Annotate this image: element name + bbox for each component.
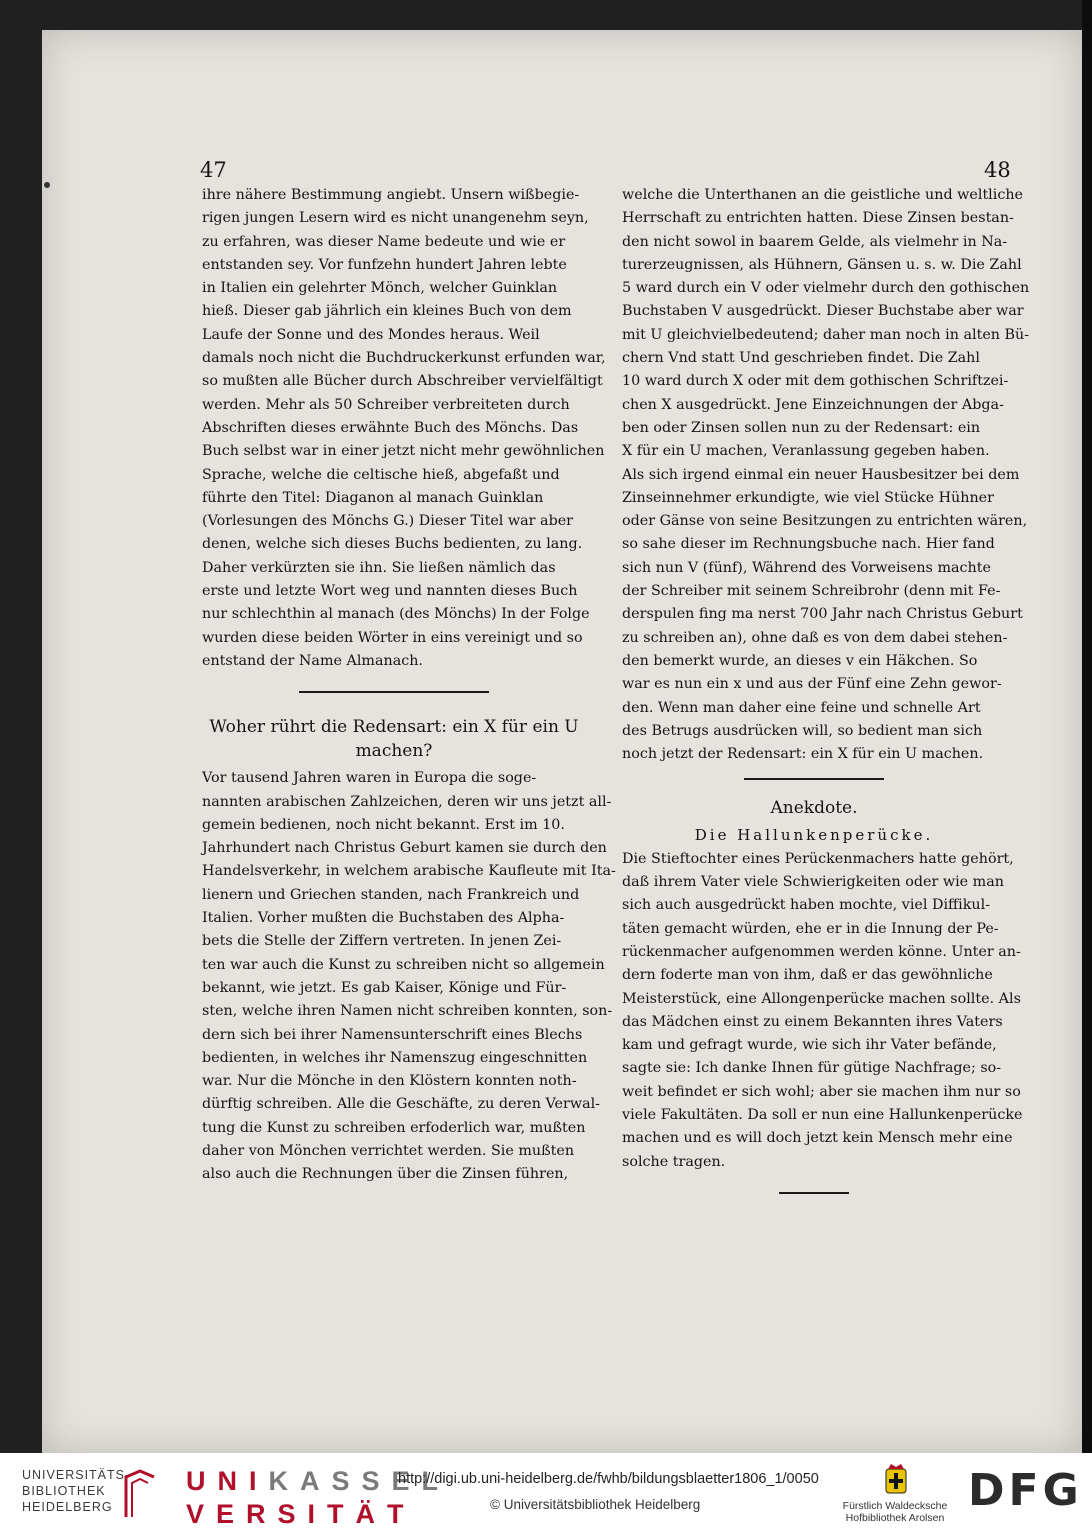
text-line: sich auch ausgedrückt haben mochte, viel Diffikul-: [622, 897, 991, 914]
text-line: des Betrugs ausdrücken will, so bedient man sich: [622, 722, 983, 739]
text-line: war es nun ein x und aus der Fünf eine Zehn gewor-: [622, 676, 1002, 693]
copyright-notice: © Universitätsbibliothek Heidelberg: [490, 1497, 701, 1512]
text-line: (Vorlesungen des Mönchs G.) Dieser Titel war aber: [202, 513, 574, 530]
text-line: bets die Stelle der Ziffern vertreten. In jenen Zei-: [202, 933, 562, 950]
text-line: den nicht sowol in baarem Gelde, als vielmehr in Na-: [622, 233, 1008, 250]
text-line: noch jetzt der Redensart: ein X für ein U machen.: [622, 746, 984, 763]
text-line: daß ihrem Vater viele Schwierigkeiten oder wie man: [622, 874, 1004, 891]
text-line: entstand der Name Almanach.: [202, 652, 423, 669]
ub-logo-line: BIBLIOTHEK: [22, 1484, 106, 1498]
text-line: werden. Mehr als 50 Schreiber verbreiteten durch: [202, 396, 570, 413]
text-line: führte den Titel: Diaganon al manach Guinklan: [202, 489, 544, 506]
text-line: ten war auch die Kunst zu schreiben nicht so allgemein: [202, 956, 605, 973]
kassel-line-2: VERSITÄT: [186, 1499, 416, 1529]
text-line: viele Fakultäten. Da soll er nun eine Hallunkenperücke: [622, 1106, 1023, 1123]
dfg-logo[interactable]: DFG: [968, 1465, 1083, 1516]
anecdote-heading: Anekdote.: [770, 798, 858, 819]
section-heading: Woher rührt die Redensart: ein X für ein U machen?: [209, 717, 579, 762]
text-line: machen und es will doch jetzt kein Mensch mehr eine: [622, 1130, 1013, 1147]
text-line: chern Vnd statt Und geschrieben findet. Die Zahl: [622, 350, 980, 367]
right-text-block: [622, 184, 1030, 766]
text-line: 5 ward durch ein V oder vielmehr durch den gothischen: [622, 280, 1030, 297]
kassel-line-1: UNIKASSEL: [186, 1466, 451, 1496]
text-line: erste und letzte Wort weg und nannten dieses Buch: [202, 583, 578, 600]
text-line: gemein bedienen, noch nicht bekannt. Erst im 10.: [202, 816, 565, 833]
text-line: sagte sie: Ich danke Ihnen für gütige Nachfrage; so-: [622, 1060, 1002, 1077]
anecdote-subheading: Die Hallunkenperücke.: [694, 826, 934, 845]
text-line: bekannt, wie jetzt. Es gab Kaiser, Könige und Für-: [202, 979, 567, 996]
section-divider: [299, 691, 489, 693]
text-line: bedienten, in welches ihr Namenszug eingeschnitten: [202, 1049, 588, 1066]
footer-bar: [0, 1453, 1092, 1537]
text-line: ben oder Zinsen sollen nun zu der Redensart: ein: [622, 419, 981, 436]
text-line: kam und gefragt wurde, wie sich ihr Vater befände,: [622, 1037, 997, 1054]
waldeck-line: Hofbibliothek Arolsen: [845, 1512, 945, 1524]
ub-logo-line: UNIVERSITÄTS-: [22, 1468, 131, 1482]
text-line: mit U gleichvielbedeutend; daher man noch in alten Bü-: [622, 326, 1030, 343]
text-line: wurden diese beiden Wörter in eins vereinigt und so: [202, 629, 583, 646]
coat-of-arms-icon: [883, 1463, 909, 1497]
text-line: sten, welche ihren Namen nicht schreiben konnten, son-: [202, 1003, 613, 1020]
waldeck-line: Fürstlich Waldecksche: [842, 1500, 948, 1512]
text-line: rigen jungen Lesern wird es nicht unangenehm seyn,: [202, 210, 589, 227]
text-line: nur schlechthin al manach (des Mönchs) In der Folge: [202, 606, 590, 623]
text-line: in Italien ein gelehrter Mönch, welcher Guinklan: [202, 280, 558, 297]
text-line: dern foderte man von ihm, daß er das gewöhnliche: [622, 967, 993, 984]
text-line: den bemerkt wurde, an dieses v ein Häkchen. So: [622, 652, 978, 669]
text-line: 10 ward durch X oder mit dem gothischen Schriftzei-: [622, 373, 1009, 390]
anecdote-body: [622, 848, 1023, 1174]
text-line: ihre nähere Bestimmung angiebt. Unsern wißbegie-: [202, 187, 580, 203]
text-line: solche tragen.: [622, 1153, 726, 1170]
text-line: daher von Mönchen verrichtet werden. Sie mußten: [202, 1142, 575, 1159]
text-line: zu erfahren, was dieser Name bedeute und wie er: [202, 233, 566, 250]
text-line: rückenmacher aufgenommen werden könne. Unter an-: [622, 943, 1021, 960]
text-line: dürftig schreiben. Alle die Geschäfte, zu deren Verwal-: [202, 1096, 600, 1113]
text-line: entstanden sey. Vor funfzehn hundert Jahren lebte: [202, 256, 567, 273]
text-line: oder Gänse von seine Besitzungen zu entrichten wären,: [622, 513, 1028, 530]
text-line: Laufe der Sonne und des Mondes heraus. Weil: [202, 326, 540, 343]
ub-heidelberg-logo[interactable]: [22, 1467, 130, 1515]
text-line: Vor tausend Jahren waren in Europa die soge-: [202, 770, 537, 787]
text-line: hieß. Dieser gab jährlich ein kleines Buch von dem: [202, 303, 572, 320]
permalink[interactable]: http://digi.ub.uni-heidelberg.de/fwhb/bildungsblaetter1806_1/0050: [398, 1471, 819, 1487]
text-line: der Schreiber mit seinem Schreibrohr (denn mit Fe-: [622, 583, 1001, 600]
text-line: den. Wenn man daher eine feine und schnelle Art: [622, 699, 981, 716]
text-line: Abschriften dieses erwähnte Buch des Mönchs. Das: [202, 419, 579, 436]
text-line: denen, welche sich dieses Buchs bedienten, zu lang.: [202, 536, 583, 553]
text-line: turerzeugnissen, als Hühnern, Gänsen u. s. w. Die Zahl: [622, 256, 1022, 273]
text-line: sich nun V (fünf), Während des Vorweisens machte: [622, 559, 991, 576]
text-line: Als sich irgend einmal ein neuer Hausbesitzer bei dem: [622, 466, 1020, 483]
text-line: weit befindet er sich wohl; aber sie machen ihm nur so: [622, 1083, 1021, 1100]
text-line: war. Nur die Mönche in den Klöstern konnten noth-: [202, 1073, 577, 1090]
text-line: also auch die Rechnungen über die Zinsen führen,: [202, 1166, 569, 1183]
text-line: tung die Kunst zu schreiben erfoderlich war, mußten: [202, 1119, 586, 1136]
text-line: Italien. Vorher mußten die Buchstaben des Alpha-: [202, 910, 565, 927]
page-number-left: 47: [200, 158, 227, 182]
margin-mark: [44, 182, 50, 188]
ub-logo-line: HEIDELBERG: [22, 1500, 113, 1514]
text-line: Jahrhundert nach Christus Geburt kamen sie durch den: [202, 840, 607, 857]
text-line: Buch selbst war in einer jetzt nicht mehr gewöhnlichen: [202, 443, 605, 460]
text-line: Daher verkürzten sie ihn. Sie ließen nämlich das: [202, 559, 556, 576]
text-line: so mußten alle Bücher durch Abschreiber vervielfältigt: [202, 373, 603, 390]
page-number-right: 48: [984, 158, 1011, 182]
text-line: so sahe dieser im Rechnungsbuche nach. Hier fand: [622, 536, 995, 553]
text-line: Die Stieftochter eines Perückenmachers hatte gehört,: [622, 850, 1014, 867]
text-line: nannten arabischen Zahlzeichen, deren wir uns jetzt all-: [202, 793, 612, 810]
section-body: [202, 767, 616, 1186]
text-line: lienern und Griechen standen, nach Frankreich und: [202, 886, 580, 903]
text-line: Buchstaben V ausgedrückt. Dieser Buchstabe aber war: [622, 303, 1024, 320]
end-divider: [779, 1192, 849, 1194]
text-line: Handelsverkehr, in welchem arabische Kaufleute mit Ita-: [202, 863, 616, 880]
text-line: Herrschaft zu entrichten hatten. Diese Zinsen bestan-: [622, 210, 1014, 227]
text-line: damals noch nicht die Buchdruckerkunst erfunden war,: [202, 350, 606, 367]
left-text-block: [202, 184, 606, 673]
left-column: [202, 184, 616, 1187]
right-column: [622, 184, 1030, 1216]
text-line: Zinseinnehmer erkundigte, wie viel Stücke Hühner: [622, 489, 994, 506]
text-line: X für ein U machen, Veranlassung gegeben haben.: [622, 443, 990, 460]
text-line: welche die Unterthanen an die geistliche und weltliche: [622, 187, 1024, 203]
waldeck-library-label: [835, 1500, 955, 1524]
text-line: zu schreiben an), ohne daß es von dem dabei stehen-: [622, 629, 1008, 646]
text-line: Sprache, welche die celtische hieß, abgefaßt und: [202, 466, 560, 483]
text-line: derspulen fing ma nerst 700 Jahr nach Christus Geburt: [622, 606, 1023, 623]
scan-edge: [1082, 0, 1092, 1453]
text-line: das Mädchen einst zu einem Bekannten ihres Vaters: [622, 1013, 1003, 1030]
section-divider: [744, 778, 884, 780]
text-line: chen X ausgedrückt. Jene Einzeichnungen der Abga-: [622, 396, 1004, 413]
text-line: täten gemacht würden, ehe er in die Innung der Pe-: [622, 920, 999, 937]
text-line: Meisterstück, eine Allongenperücke machen sollte. Als: [622, 990, 1021, 1007]
text-line: dern sich bei ihrer Namensunterschrift eines Blechs: [202, 1026, 583, 1043]
ub-emblem-icon: [122, 1467, 158, 1521]
